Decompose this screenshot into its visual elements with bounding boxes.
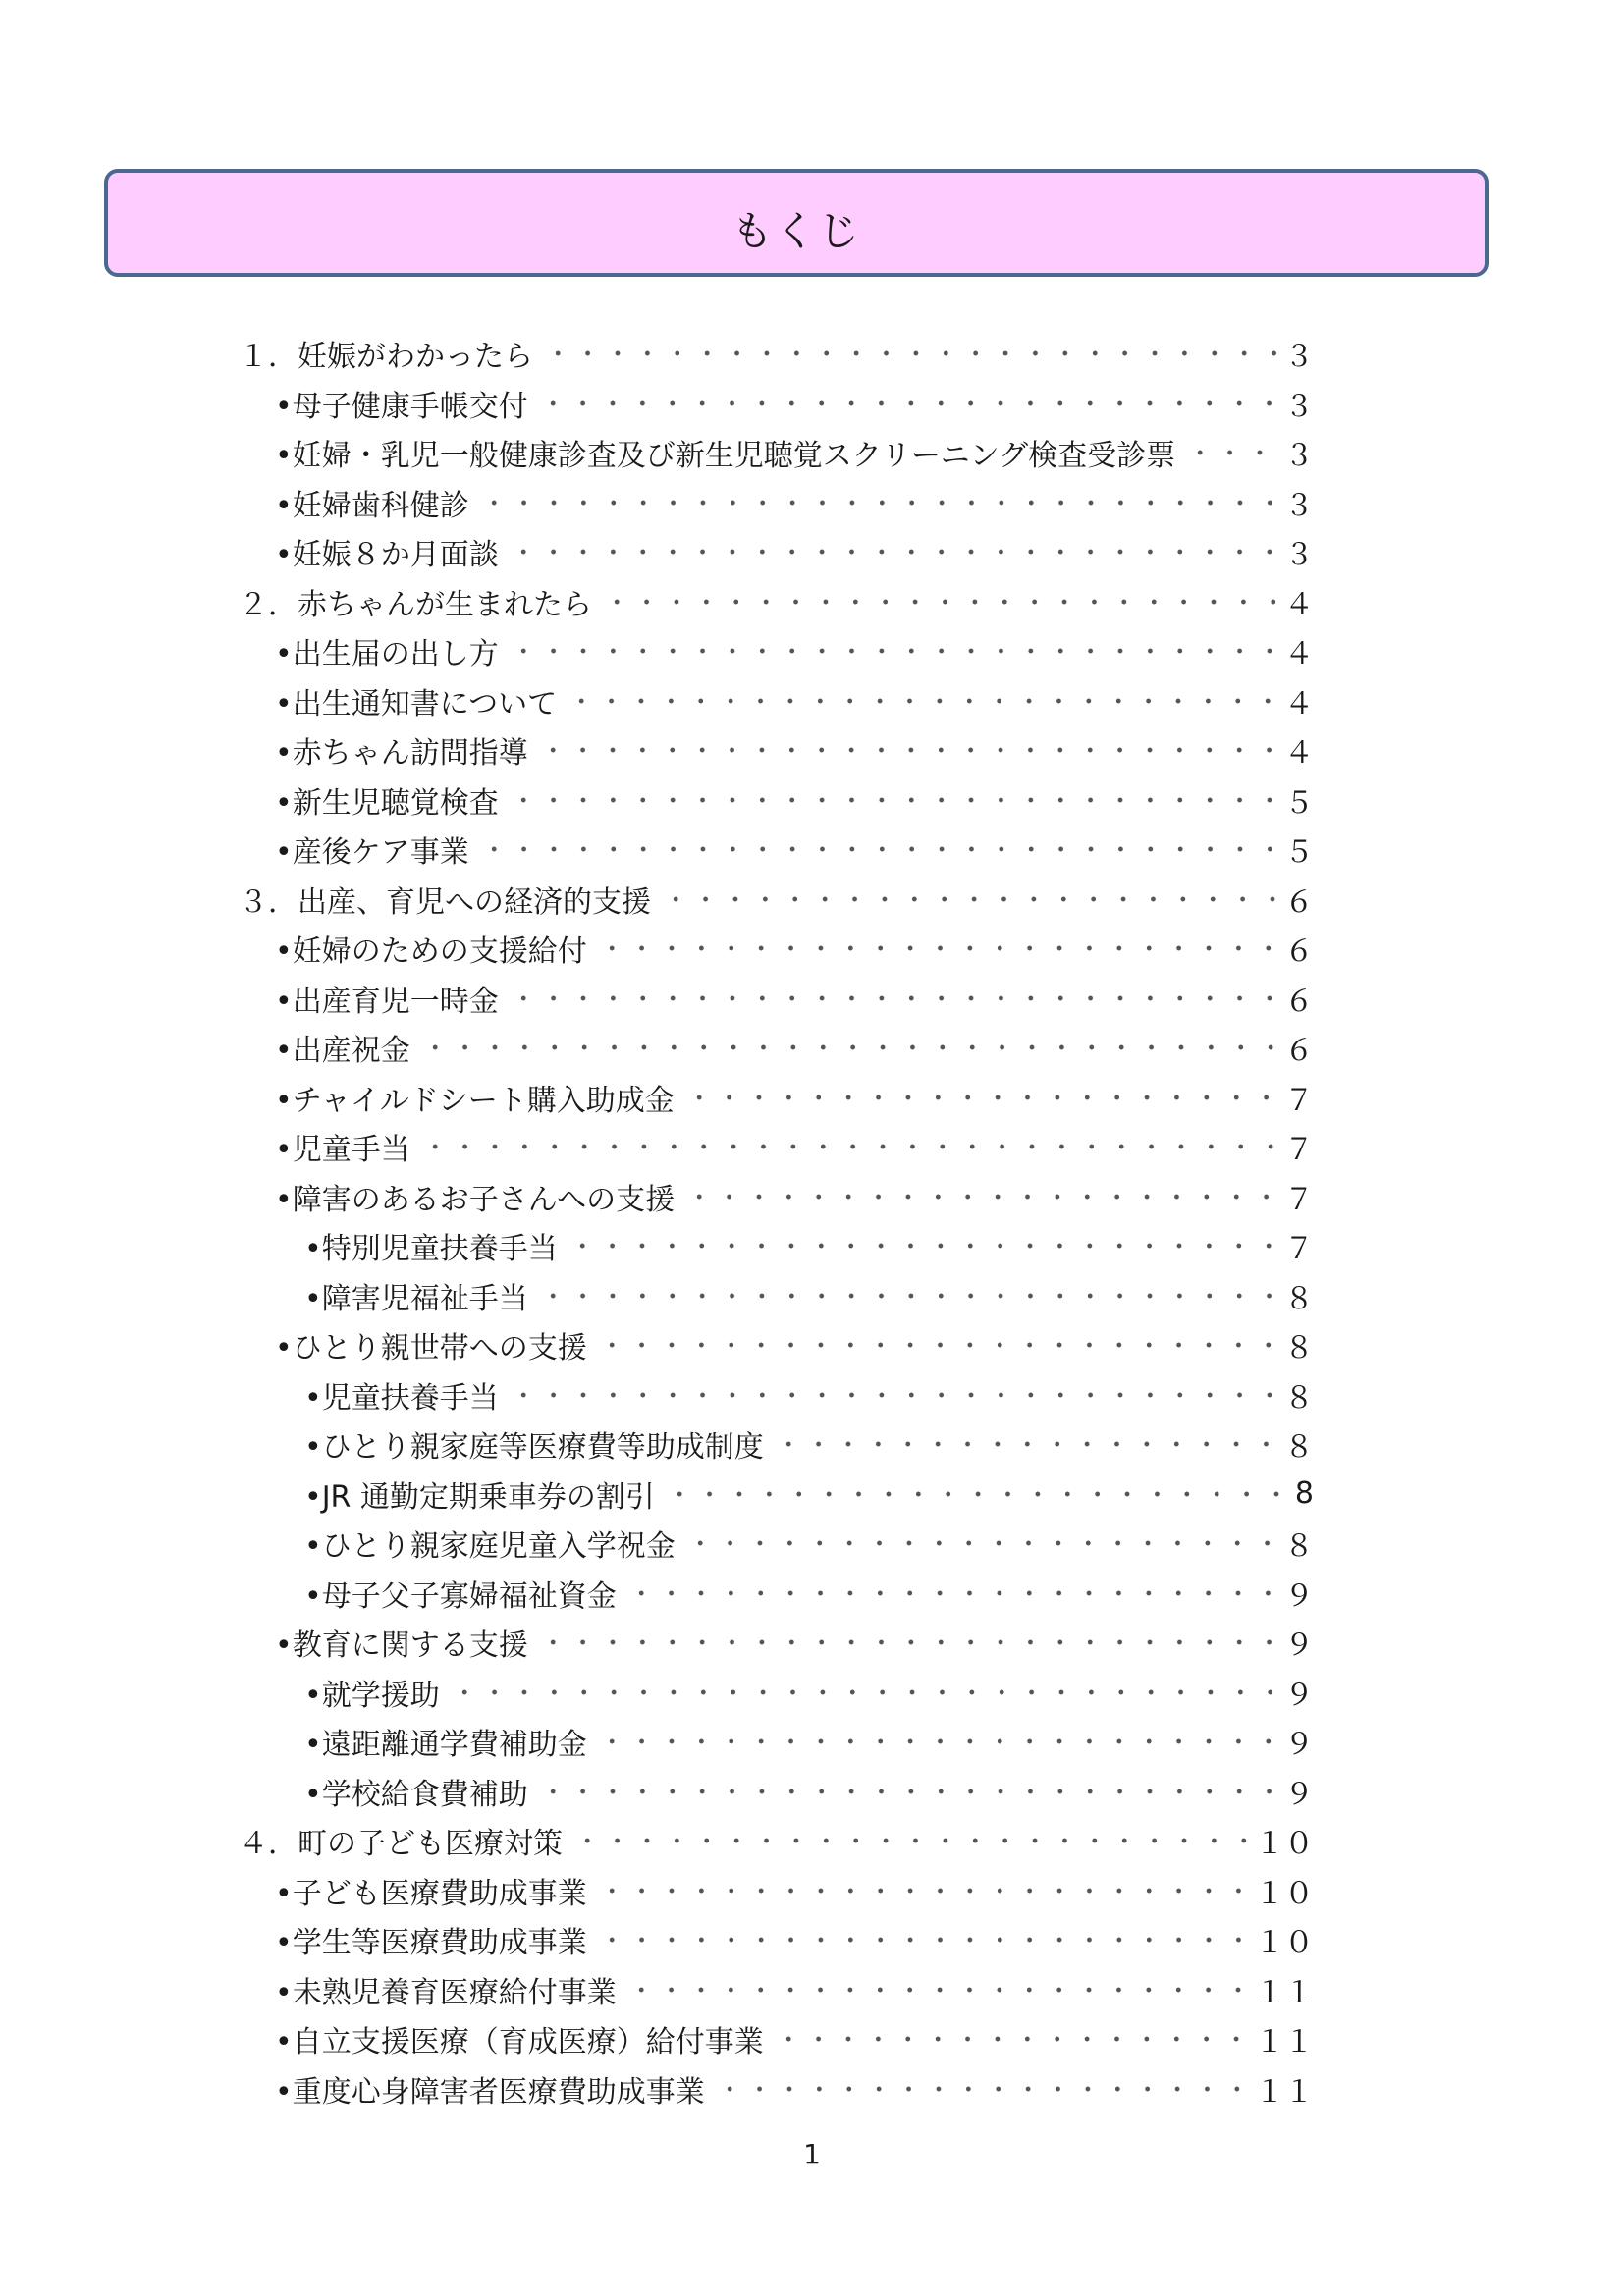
toc-entry-page: ７ <box>1284 1083 1314 1118</box>
toc-entry-page: ９ <box>1284 1728 1314 1763</box>
dot-leader <box>770 1429 1278 1459</box>
toc-entry-page: ６ <box>1284 984 1314 1019</box>
title-box <box>104 169 1489 277</box>
toc-entry-label: •児童手当 <box>275 1125 416 1168</box>
toc-entry-label: •チャイルドシート購入助成金 <box>275 1076 680 1119</box>
toc-entry-page: ８ <box>1284 1430 1314 1466</box>
dot-leader <box>564 1231 1278 1260</box>
toc-entry-label: •赤ちゃん訪問指導 <box>275 728 534 772</box>
toc-entry-label: •出生通知書について <box>275 679 563 722</box>
dot-leader <box>505 537 1278 566</box>
toc-entry <box>0 1816 1624 1866</box>
dot-leader <box>416 1132 1278 1161</box>
dot-leader <box>770 2024 1249 2054</box>
dot-leader <box>593 934 1278 963</box>
toc-entry-label: •学生等医療費助成事業 <box>275 1918 593 1961</box>
toc-entry-label: ３．出産、育児への経済的支援 <box>239 878 657 921</box>
toc-entry-page: １０ <box>1255 1926 1314 1961</box>
toc-entry <box>0 875 1624 925</box>
toc-entry <box>0 1419 1624 1469</box>
toc-entry-label: １．妊娠がわかったら <box>239 332 539 375</box>
toc-entry <box>0 974 1624 1024</box>
dot-leader <box>534 389 1278 418</box>
toc-entry-page: ９ <box>1284 1777 1314 1812</box>
toc-entry-page: １０ <box>1255 1827 1314 1862</box>
dot-leader <box>661 1479 1289 1509</box>
toc-entry-page: １１ <box>1255 2025 1314 2060</box>
dot-leader <box>593 1330 1278 1360</box>
toc-entry-label: •教育に関する支援 <box>275 1621 534 1664</box>
toc-entry <box>0 1271 1624 1321</box>
toc-entry <box>0 1172 1624 1222</box>
toc-entry-label: •未熟児養育医療給付事業 <box>275 1968 623 2011</box>
toc-entry <box>0 1122 1624 1172</box>
toc-entry-label: •妊婦歯科健診 <box>275 481 475 524</box>
dot-leader <box>593 1727 1278 1756</box>
toc-entry <box>0 1320 1624 1370</box>
toc-entry-page: ５ <box>1284 835 1314 871</box>
toc-entry-page: ８ <box>1284 1281 1314 1316</box>
toc-entry-page: ３ <box>1284 340 1314 375</box>
dot-leader <box>623 1975 1249 2004</box>
toc-entry-page: ６ <box>1284 934 1314 970</box>
toc-entry-label: •妊婦・乳児一般健康診査及び新生児聴覚スクリーニング検査受診票 <box>275 431 1181 474</box>
dot-leader <box>446 1678 1278 1707</box>
toc-entry-label: •妊婦のための支援給付 <box>275 927 593 970</box>
dot-leader <box>534 735 1278 765</box>
dot-leader <box>657 884 1278 914</box>
toc-entry-page: ４ <box>1284 686 1314 721</box>
toc-entry <box>0 626 1624 676</box>
dot-leader <box>681 1528 1278 1558</box>
toc-entry <box>0 924 1624 974</box>
toc-entry <box>0 2064 1624 2114</box>
toc-entry-label: •新生児聴覚検査 <box>275 778 505 822</box>
toc-entry-page: ７ <box>1284 1232 1314 1267</box>
page-title: もくじ <box>731 207 861 255</box>
toc-entry-page: ３ <box>1284 488 1314 523</box>
toc-entry-page: 8 <box>1294 1476 1314 1512</box>
toc-entry <box>0 1866 1624 1916</box>
toc-entry-label: •ひとり親世帯への支援 <box>275 1323 593 1366</box>
toc-entry <box>0 676 1624 726</box>
dot-leader <box>1181 438 1278 467</box>
dot-leader <box>680 1182 1278 1211</box>
toc-entry-page: ４ <box>1284 736 1314 772</box>
dot-leader <box>505 636 1278 666</box>
toc-entry-label: •妊娠８か月面談 <box>275 530 505 573</box>
toc-entry <box>0 379 1624 429</box>
toc-entry <box>0 1221 1624 1271</box>
dot-leader <box>534 1777 1278 1806</box>
toc-entry-label: •JR 通勤定期乗車券の割引 <box>304 1472 661 1516</box>
toc-entry <box>0 1023 1624 1073</box>
toc-entry <box>0 428 1624 478</box>
toc-entry-label: •遠距離通学費補助金 <box>304 1720 593 1763</box>
toc-entry-page: ９ <box>1284 1629 1314 1664</box>
dot-leader <box>505 785 1278 815</box>
toc-entry-page: ８ <box>1284 1529 1314 1565</box>
toc-entry <box>0 1370 1624 1420</box>
toc-entry <box>0 1767 1624 1817</box>
toc-entry-label: •重度心身障害者医療費助成事業 <box>275 2067 711 2110</box>
toc-entry <box>0 1569 1624 1619</box>
dot-leader <box>534 1281 1278 1310</box>
toc-entry-page: ７ <box>1284 1133 1314 1168</box>
toc-entry-page: ３ <box>1284 389 1314 424</box>
toc-entry <box>0 1469 1624 1520</box>
toc-entry <box>0 1618 1624 1668</box>
dot-leader <box>505 1380 1278 1410</box>
dot-leader <box>534 1628 1278 1657</box>
toc-entry-label: •子ども医療費助成事業 <box>275 1869 593 1912</box>
dot-leader <box>623 1578 1278 1608</box>
toc-entry <box>0 825 1624 875</box>
dot-leader <box>568 1826 1249 1855</box>
toc-entry-page: ６ <box>1284 884 1314 920</box>
toc-entry-label: •児童扶養手当 <box>304 1373 505 1416</box>
toc-entry-page: １０ <box>1255 1876 1314 1911</box>
toc-entry-label: •出生届の出し方 <box>275 629 505 672</box>
toc-entry <box>0 1965 1624 2015</box>
toc-entry <box>0 478 1624 528</box>
toc-entry-label: •母子健康手帳交付 <box>275 382 534 425</box>
toc-entry-page: １１ <box>1255 1975 1314 2010</box>
dot-leader <box>598 587 1278 616</box>
toc-entry <box>0 2014 1624 2064</box>
toc-entry <box>0 1519 1624 1569</box>
toc-entry <box>0 725 1624 775</box>
toc-entry-label: •就学援助 <box>304 1671 446 1714</box>
dot-leader <box>563 686 1278 716</box>
toc-entry <box>0 1668 1624 1718</box>
toc-entry-label: ２．赤ちゃんが生まれたら <box>239 580 598 623</box>
toc-entry-page: ５ <box>1284 785 1314 821</box>
toc-entry-label: •ひとり親家庭児童入学祝金 <box>304 1522 681 1565</box>
toc-entry-page: ４ <box>1284 587 1314 622</box>
toc-entry-page: ９ <box>1284 1578 1314 1614</box>
dot-leader <box>416 1033 1278 1062</box>
toc-entry <box>0 775 1624 826</box>
toc-entry-label: •ひとり親家庭等医療費等助成制度 <box>304 1422 770 1466</box>
toc-entry <box>0 329 1624 379</box>
toc-entry-page: ８ <box>1284 1331 1314 1366</box>
toc-entry <box>0 1717 1624 1767</box>
toc-entry-label: ４．町の子ども医療対策 <box>239 1819 568 1862</box>
toc-entry-label: •特別児童扶養手当 <box>304 1224 564 1267</box>
dot-leader <box>475 834 1278 864</box>
dot-leader <box>539 339 1278 368</box>
dot-leader <box>475 488 1278 517</box>
toc-entry-label: •出産祝金 <box>275 1026 416 1069</box>
toc-entry-page: ６ <box>1284 1034 1314 1069</box>
toc-entry-label: •母子父子寡婦福祉資金 <box>304 1572 623 1615</box>
toc-entry <box>0 577 1624 627</box>
toc-entry-page: ３ <box>1284 439 1314 474</box>
toc-entry-label: •産後ケア事業 <box>275 828 475 871</box>
dot-leader <box>680 1083 1278 1112</box>
toc-entry-page: ４ <box>1284 637 1314 672</box>
toc-entry-page: ９ <box>1284 1678 1314 1713</box>
toc-entry-page: １１ <box>1255 2074 1314 2109</box>
dot-leader <box>505 984 1278 1013</box>
dot-leader <box>593 1876 1249 1905</box>
toc-entry-label: •障害のあるお子さんへの支援 <box>275 1175 680 1218</box>
toc-entry <box>0 1073 1624 1123</box>
toc-entry-label: •出産育児一時金 <box>275 977 505 1020</box>
toc-entry-label: •学校給食費補助 <box>304 1770 534 1813</box>
dot-leader <box>593 1925 1249 1954</box>
toc-entry-label: •障害児福祉手当 <box>304 1274 534 1317</box>
toc-entry-page: ８ <box>1284 1380 1314 1415</box>
toc-entry <box>0 1915 1624 1965</box>
toc-entry-page: ３ <box>1284 538 1314 573</box>
toc-entry-page: ７ <box>1284 1182 1314 1217</box>
page-number: 1 <box>803 2138 821 2170</box>
table-of-contents <box>0 329 1624 2113</box>
toc-entry-label: •自立支援医療（育成医療）給付事業 <box>275 2017 770 2060</box>
dot-leader <box>711 2074 1249 2104</box>
toc-entry <box>0 527 1624 577</box>
